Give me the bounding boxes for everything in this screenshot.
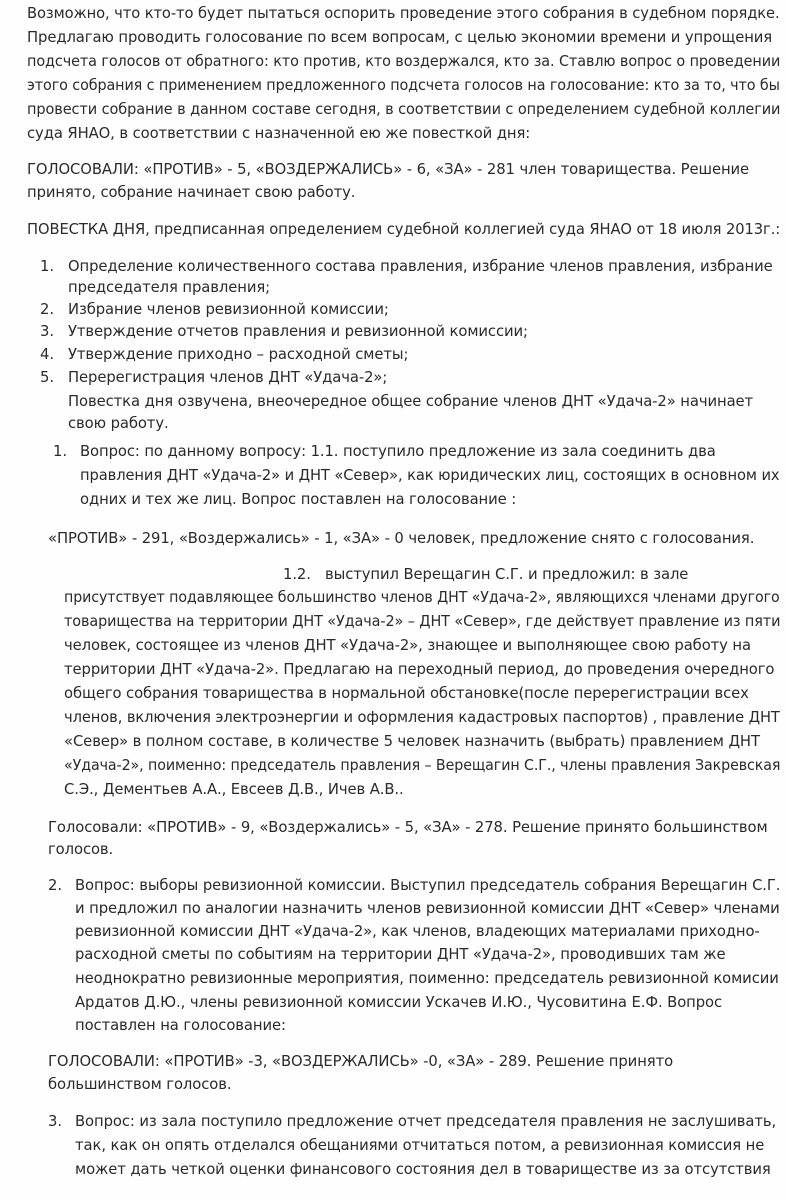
text-line: большинством голосов.	[48, 1076, 232, 1093]
text-line: может дать четкой оценки финансового состояния дел в товариществе из за отсутствия	[75, 1161, 771, 1178]
text-line: голосов.	[48, 841, 114, 858]
text-line: ревизионной комиссии ДНТ «Удача-2», как членов, владеющих материалами приходно-	[75, 923, 760, 940]
text-line: Вопрос: выборы ревизионной комиссии. Выступил председатель собрания Верещагин С.Г.	[75, 877, 781, 894]
text-line: поставлен на голосование:	[75, 1017, 286, 1034]
text-line: Повестка дня озвучена, внеочередное общее собрание членов ДНТ «Удача-2» начинает	[68, 393, 754, 410]
text-line: С.Э., Дементьев А.А., Евсеев Д.В., Ичев А.В..	[64, 781, 404, 798]
list-number: 1.	[40, 258, 54, 275]
list-number: 1.2.	[283, 566, 311, 583]
text-line: свою работу.	[68, 415, 169, 432]
text-line: Утверждение приходно – расходной сметы;	[68, 346, 409, 363]
text-line: Ардатов Д.Ю., члены ревизионной комиссии Ускачев И.Ю., Чусовитина Е.Ф. Вопрос	[75, 994, 723, 1011]
text-line: территории ДНТ «Удача-2». Предлагаю на переходный период, до проведения очередного	[64, 661, 775, 678]
text-line: принято, собрание начинает свою работу.	[27, 184, 356, 201]
text-line: ГОЛОСОВАЛИ: «ПРОТИВ» -3, «ВОЗДЕРЖАЛИСЬ» -0, «ЗА» - 289. Решение принято	[48, 1053, 674, 1070]
list-number: 2.	[48, 877, 62, 894]
text-line: Перерегистрация членов ДНТ «Удача-2»;	[68, 369, 388, 386]
text-line: и предложил по аналогии назначить членов ревизионной комиссии ДНТ «Север» членами	[75, 900, 780, 917]
text-line: Избрание членов ревизионной комиссии;	[68, 301, 389, 318]
text-line: ГОЛОСОВАЛИ: «ПРОТИВ» - 5, «ВОЗДЕРЖАЛИСЬ» - 6, «ЗА» - 281 член товарищества. Решение	[27, 161, 750, 178]
text-line: подсчета голосов от обратного: кто против, кто воздержался, кто за. Ставлю вопрос о проведении	[27, 53, 781, 70]
text-line: провести собрание в данном составе сегодня, в соответствии с определением судебной коллегии	[27, 101, 781, 118]
list-number: 3.	[40, 323, 54, 340]
text-line: Определение количественного состава правления, избрание членов правления, избрание	[68, 258, 773, 275]
list-number: 1.	[53, 443, 67, 460]
text-line: расходной сметы по событиям на территории ДНТ «Удача-2», проводивших там же	[75, 946, 726, 963]
list-number: 2.	[40, 301, 54, 318]
text-line: председателя правления;	[68, 279, 271, 296]
text-line: «ПРОТИВ» - 291, «Воздержались» - 1, «ЗА» - 0 человек, предложение снято с голосования.	[48, 530, 755, 547]
text-line: «Удача-2», поименно: председатель правления – Верещагин С.Г., члены правления Закревская	[64, 757, 781, 774]
text-line: ПОВЕСТКА ДНЯ, предписанная определением судебной коллегией суда ЯНАО от 18 июля 2013г.:	[27, 221, 781, 238]
text-line: этого собрания с применением предложенного подсчета голосов на голосование: кто за то, что бы	[27, 77, 780, 94]
text-line: членов, включения электроэнергии и оформления кадастровых паспортов) , правление ДНТ	[64, 709, 780, 726]
text-line: одних и тех же лиц. Вопрос поставлен на голосование :	[80, 491, 517, 508]
list-number: 5.	[40, 369, 54, 386]
text-line: Возможно, что кто-то будет пытаться оспорить проведение этого собрания в судебном порядке.	[27, 5, 780, 22]
text-line: правления ДНТ «Удача-2» и ДНТ «Север», как юридических лиц, состоящих в основном их	[80, 467, 780, 484]
list-number: 3.	[48, 1113, 62, 1130]
text-line: Голосовали: «ПРОТИВ» - 9, «Воздержались» - 5, «ЗА» - 278. Решение принято большинством	[48, 819, 768, 836]
text-line: Утверждение отчетов правления и ревизионной комиссии;	[68, 323, 528, 340]
text-line: Вопрос: по данному вопросу: 1.1. поступило предложение из зала соединить два	[80, 443, 716, 460]
text-line: Предлагаю проводить голосование по всем вопросам, с целью экономии времени и упрощения	[27, 29, 773, 46]
text-line: выступил Верещагин С.Г. и предложил: в зале	[325, 566, 689, 583]
text-line: так, как он опять отделался обещаниями отчитаться потом, а ревизионная комиссия не	[75, 1137, 765, 1154]
list-number: 4.	[40, 346, 54, 363]
text-line: «Север» в полном составе, в количестве 5 человек назначить (выбрать) правлением ДНТ	[64, 733, 760, 750]
text-line: общего собрания товарищества в нормальной обстановке(после перерегистрации всех	[64, 685, 749, 702]
text-line: неоднократно ревизионные мероприятия, поименно: председатель ревизионной комисии	[75, 970, 779, 987]
text-line: Вопрос: из зала поступило предложение отчет председателя правления не заслушивать,	[75, 1113, 777, 1130]
text-line: человек, состоящее из членов ДНТ «Удача-2», знающее и выполняющее свою работу на	[64, 637, 751, 654]
text-line: товарищества на территории ДНТ «Удача-2» – ДНТ «Север», где действует правление из пяти	[64, 613, 781, 630]
text-line: суда ЯНАО, в соответствии с назначенной ею же повесткой дня:	[27, 125, 531, 142]
text-line: присутствует подавляющее большинство членов ДНТ «Удача-2», являющихся членами другого	[64, 589, 780, 606]
